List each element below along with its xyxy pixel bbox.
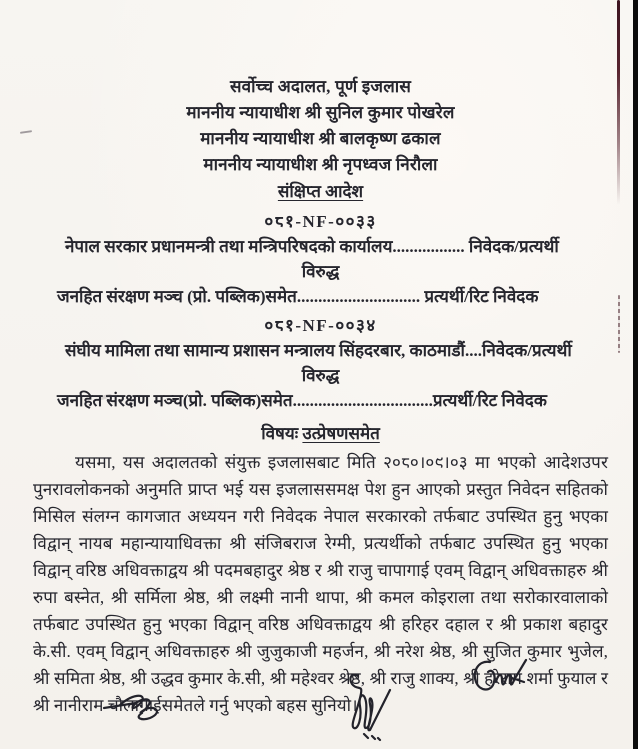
case-number-1: ०८१-NF-००३३ <box>264 212 377 231</box>
case-number-2: ०८१-NF-००३४ <box>264 316 377 335</box>
signature-center <box>338 668 396 748</box>
document-content <box>33 74 608 719</box>
case1-respondent-line: जनहित संरक्षण मञ्च (प्रो. पब्लिक)समेत............................. प्रत्यर्थी/रिट निवेदक <box>57 287 539 306</box>
case2-respondent-line: जनहित संरक्षण मञ्च(प्रो. पब्लिक)समेत.................................प्रत्यर्थी/रिट निवेदक <box>57 391 547 410</box>
judge-line-3: माननीय न्यायाधीश श्री नृपध्वज निरौला <box>203 155 438 174</box>
signature-right <box>468 652 534 702</box>
order-title: संक्षिप्त आदेश <box>277 182 364 201</box>
binding-spine-line-lower <box>618 295 620 353</box>
pen-mark <box>20 130 32 134</box>
case-block-2 <box>33 314 608 413</box>
judge-line-1: माननीय न्यायाधीश श्री सुनिल कुमार पोखरेल <box>186 103 455 122</box>
subject-value: उत्प्रेषणसमेत <box>302 424 380 443</box>
signature-left <box>102 688 180 724</box>
subject-line <box>33 421 608 447</box>
court-name: सर्वोच्च अदालत, पूर्ण इजलास <box>229 77 412 96</box>
order-body-paragraph: यसमा, यस अदालतको संयुक्त इजलासबाट मिति २०८०।०९।०३ मा भएको आदेशउपर पुनरावलोकनको अनुमति प्राप्त भई यस इजलाससमक्ष पेश हुन आएको प्रस्तुत निवेदन सहितको मिसिल संलग्न कागजात अध्ययन गरी निवेदक नेपाल सरकारको तर्फबाट उपस्थित हुनु भएका विद्वान् नायब महान्यायाधिवक्ता श्री संजिबराज रेग्मी, प्रत्यर्थीको तर्फबाट उपस्थित हुनु भएका विद्वान् वरिष्ठ अधिवक्ताद्वय श्री पदमबहादुर श्रेष्ठ र श्री राजु चापागाई एवम् विद्वान् अधिवक्ताहरु श्री रुपा बस्नेत, श्री सर्मिला श्रेष्ठ, श्री लक्ष्मी नानी थापा, श्री कमल कोइराला तथा सरोकारवालाको तर्फबाट उपस्थित हुनु भएका विद्वान् वरिष्ठ अधिवक्ताद्वय श्री हरिहर दहाल र श्री प्रकाश बहादुर के.सी. एवम् विद्वान् अधिवक्ताहरु श्री जुजुकाजी महर्जन, श्री नरेश श्रेष्ठ, श्री सुजित कुमार भुजेल, श्री समिता श्रेष्ठ, श्री उद्धव कुमार के.सी, श्री महेश्वर श्रेष्ठ, श्री राजु शाक्य, श्री हरेराम शर्मा फुयाल र श्री नानीराम चौलागाईसमेतले गर्नु भएको बहस सुनियो। <box>33 453 608 715</box>
case1-petitioner-line: नेपाल सरकार प्रधानमन्त्री तथा मन्त्रिपरिषदको कार्यालय................. निवेदक/प्रत्यर्थी <box>65 237 559 256</box>
binding-spine-line <box>617 0 620 205</box>
case1-versus: विरुद्ध <box>301 262 340 281</box>
subject-label: विषयः <box>261 424 299 443</box>
case2-petitioner-line: संघीय मामिला तथा सामान्य प्रशासन मन्त्रालय सिंहदरबार, काठमाडौं....निवेदक/प्रत्यर्थी <box>65 341 572 360</box>
judge-line-2: माननीय न्यायाधीश श्री बालकृष्ण ढकाल <box>200 129 441 148</box>
case-block-1 <box>33 210 608 309</box>
scan-edge-bar <box>633 0 638 749</box>
case2-versus: विरुद्ध <box>301 366 340 385</box>
